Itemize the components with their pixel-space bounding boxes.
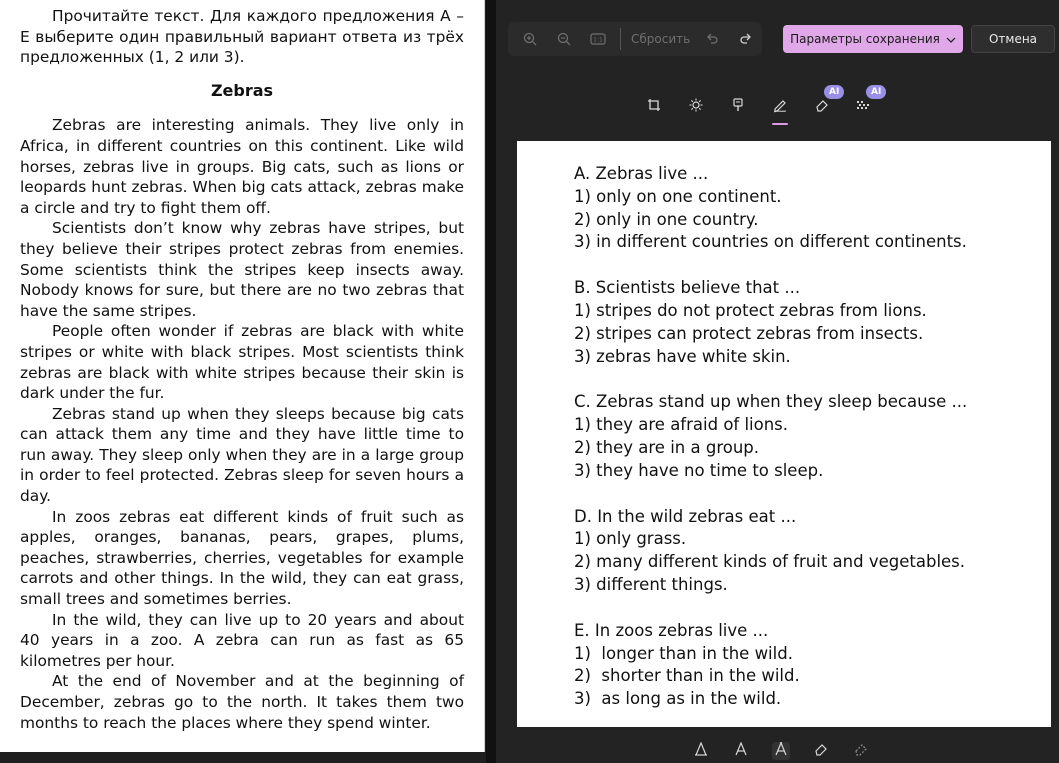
redo-icon[interactable] xyxy=(734,27,758,51)
answer-option: 2) many different kinds of fruit and vegetables. xyxy=(574,552,966,572)
image-canvas[interactable] xyxy=(517,141,1051,727)
cancel-button[interactable]: Отмена xyxy=(971,25,1055,53)
eraser-icon[interactable] xyxy=(812,742,830,760)
undo-icon[interactable] xyxy=(700,27,724,51)
question-c xyxy=(574,391,1044,482)
crop-icon[interactable] xyxy=(644,93,664,117)
question-e xyxy=(574,620,1044,711)
clear-all-icon[interactable] xyxy=(852,742,870,760)
save-options-label: Параметры сохранения xyxy=(790,32,940,46)
reset-button[interactable]: Сбросить xyxy=(631,32,691,46)
answer-option: 1) longer than in the wild. xyxy=(574,643,793,663)
answer-option: 2) shorter than in the wild. xyxy=(574,666,800,686)
questions-list xyxy=(574,163,1044,734)
paragraph: People often wonder if zebras are black with white stripes or white with black stripes. Most scientists think zebras are black with white stripes because their skin is dark under the fur. xyxy=(20,322,464,403)
question-prompt: B. Scientists believe that ... xyxy=(574,278,801,298)
answer-option: 3) they have no time to sleep. xyxy=(574,460,824,480)
answer-option: 3) in different countries on different continents. xyxy=(574,232,967,252)
answer-option: 3) as long as in the wild. xyxy=(574,689,782,709)
paragraph: In zoos zebras eat different kinds of fruit such as apples, oranges, bananas, pears, grapes, plums, peaches, strawberries, cherries, vegetables for example carrots and other things. In the wild, they can eat grass, small trees and sometimes berries. xyxy=(20,507,464,609)
zoom-in-icon[interactable] xyxy=(518,27,542,51)
ai-badge: AI xyxy=(866,85,886,99)
paragraph: In the wild, they can live up to 20 years and about 40 years in a zoo. A zebra can run as fast as 65 kilometres per hour. xyxy=(20,610,464,670)
question-prompt: C. Zebras stand up when they sleep because ... xyxy=(574,392,968,412)
question-prompt: A. Zebras live ... xyxy=(574,164,709,183)
question-d xyxy=(574,506,1044,597)
filter-icon[interactable] xyxy=(728,93,748,117)
question-prompt: E. In zoos zebras live ... xyxy=(574,620,769,640)
chevron-down-icon xyxy=(946,32,956,46)
instructions: Прочитайте текст. Для каждого предложения A – E выберите один правильный вариант ответа из трёх предложенных (1, 2 или 3). xyxy=(20,7,464,67)
answer-option: 1) only on one continent. xyxy=(574,186,782,206)
fit-screen-icon[interactable] xyxy=(586,27,610,51)
reading-text-page xyxy=(0,0,485,752)
answer-option: 2) only in one country. xyxy=(574,209,759,229)
toolbar-separator xyxy=(620,28,621,50)
question-b xyxy=(574,277,1044,368)
edit-tools xyxy=(644,88,934,122)
markup-pen-icon[interactable] xyxy=(770,93,790,117)
image-editor xyxy=(496,0,1059,763)
ai-background-icon[interactable] xyxy=(854,87,882,117)
paragraph: Zebras are interesting animals. They live only in Africa, in different countries on this continent. Like wild horses, zebras live in groups. Big cats, such as lions or leopards hunt zebras. When big cats attack, zebras make a circle and try to fight them off. xyxy=(20,116,464,217)
zoom-out-icon[interactable] xyxy=(552,27,576,51)
paragraph: Scientists don’t know why zebras have stripes, but they believe their stripes protect zebras from enemies. Some scientists think the stripes keep insects away. Nobody knows for sure, but there are no two zebras that have the same stripes. xyxy=(20,219,464,320)
question-prompt: D. In the wild zebras eat ... xyxy=(574,506,797,526)
window-divider xyxy=(486,0,496,763)
answer-option: 1) only grass. xyxy=(574,529,687,549)
svg-text:1:1: 1:1 xyxy=(593,36,603,44)
answer-option: 3) different things. xyxy=(574,574,728,594)
question-a xyxy=(574,163,1044,254)
brightness-icon[interactable] xyxy=(686,93,706,117)
paragraph: Zebras stand up when they sleeps because big cats can attack them any time and they have little time to run away. They sleep only when they are in a large group in order to feel protected. Zebras sleep for seven hours a day. xyxy=(20,404,464,506)
save-options-button[interactable] xyxy=(783,25,963,53)
answer-option: 1) they are afraid of lions. xyxy=(574,415,789,435)
pen-medium-icon[interactable] xyxy=(732,742,750,760)
pen-thin-icon[interactable] xyxy=(692,742,710,760)
paragraph: At the end of November and at the beginning of December, zebras go to the north. It takes them two months to reach the places where they spend winter. xyxy=(20,672,464,732)
answer-option: 2) stripes can protect zebras from insects. xyxy=(574,323,924,343)
answer-option: 3) zebras have white skin. xyxy=(574,346,791,366)
ai-badge: AI xyxy=(824,85,844,99)
text-title: Zebras xyxy=(210,80,274,100)
answer-option: 1) stripes do not protect zebras from lions. xyxy=(574,300,927,320)
ai-erase-icon[interactable] xyxy=(812,87,840,117)
highlighter-icon[interactable] xyxy=(772,742,790,760)
view-toolbar xyxy=(508,22,762,56)
answer-option: 2) they are in a group. xyxy=(574,437,760,457)
markup-tools xyxy=(692,742,892,763)
